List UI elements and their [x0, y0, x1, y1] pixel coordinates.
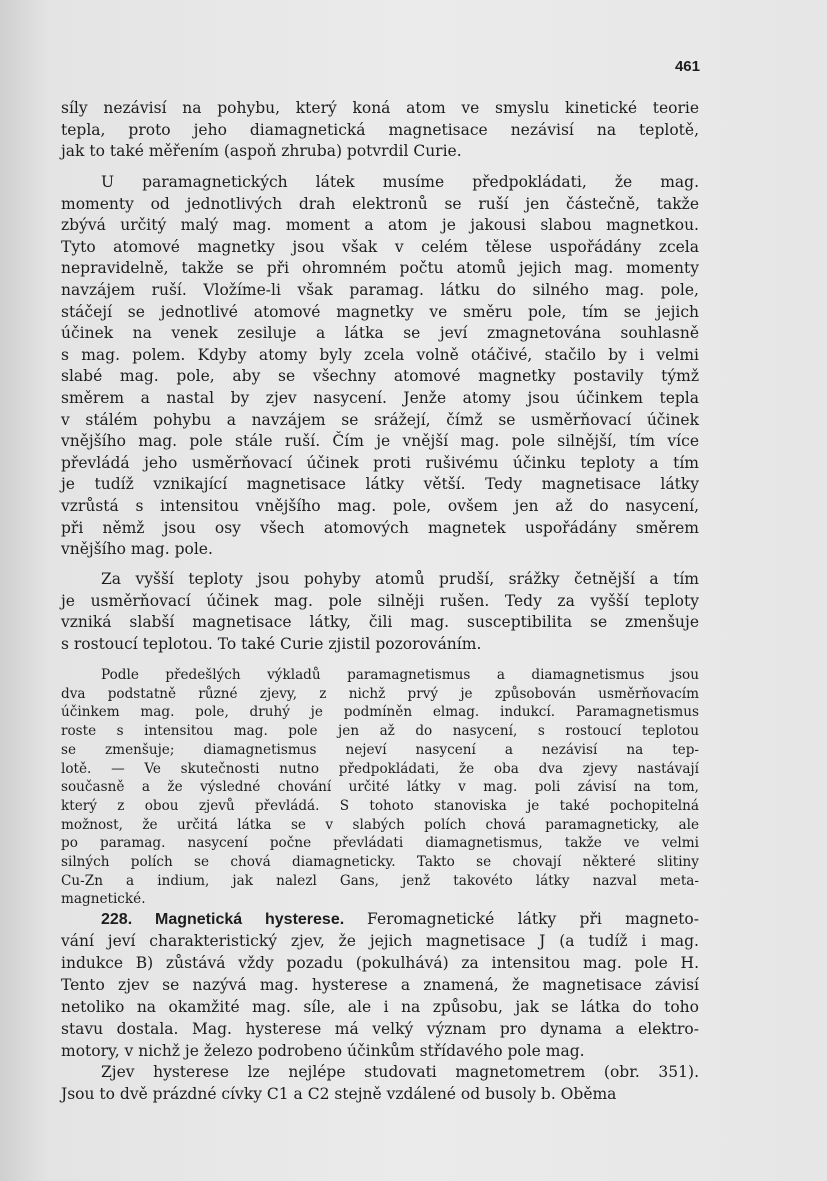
- section-first-line: Feromagnetické látky při magneto-: [367, 910, 699, 928]
- note-line: roste s intensitou mag. pole jen až do nasycení, s rostoucí teplotou: [61, 723, 699, 740]
- section-line: netoliko na okamžité mag. síle, ale i na způsobu, jak se látka do toho: [61, 997, 699, 1016]
- paragraph-line: směrem a nastal by zjev nasycení. Jenže atomy jsou účinkem tepla: [61, 389, 699, 407]
- page-number: 461: [674, 58, 700, 75]
- paragraph-line: je tudíž vznikající magnetisace látky větší. Tedy magnetisace látky: [61, 475, 699, 494]
- paragraph-line: zbývá určitý malý mag. moment a atom je jakousi slabou magnetkou.: [61, 216, 699, 235]
- note-line: účinkem mag. pole, druhý je podmíněn elmag. indukcí. Paramagnetismus: [61, 704, 699, 721]
- section-heading-line: [101, 909, 699, 930]
- section-number: 228.: [101, 911, 155, 928]
- paragraph-line: vnějšího mag. pole.: [61, 540, 213, 559]
- section-line: motory, v nichž je železo podrobeno účinkům střídavého pole mag.: [61, 1041, 585, 1060]
- paragraph-line: při němž jsou osy všech atomových magnetek uspořádány směrem: [61, 518, 699, 537]
- paragraph-line: Za vyšší teploty jsou pohyby atomů prudší, srážky četnější a tím: [101, 570, 699, 588]
- note-line: dva podstatně různé zjevy, z nichž prvý je způsobován usměrňovacím: [61, 685, 699, 702]
- paragraph-line: s mag. polem. Kdyby atomy byly zcela volně otáčivé, stačilo by i velmi: [61, 345, 699, 364]
- paragraph-line: Tyto atomové magnetky jsou však v celém tělese uspořádány zcela: [61, 237, 699, 256]
- paragraph-line: účinek na venek zesiluje a látka se jeví zmagnetována souhlasně: [61, 324, 699, 343]
- paragraph-line: převládá jeho usměrňovací účinek proti rušivému účinku teploty a tím: [61, 453, 699, 472]
- paragraph-line: vzniká slabší magnetisace látky, čili mag. susceptibilita se zmenšuje: [61, 613, 699, 632]
- note-line: po paramag. nasycení počne převládati diamagnetismus, takže ve velmi: [61, 835, 699, 852]
- paragraph-line: slabé mag. pole, aby se všechny atomové magnetky postavily týmž: [61, 367, 699, 386]
- note-line: Podle předešlých výkladů paramagnetismus a diamagnetismus jsou: [101, 667, 699, 683]
- note-line: který z obou zjevů převládá. S tohoto stanoviska je také pochopitelná: [61, 797, 699, 814]
- paragraph-line: navzájem ruší. Vložíme-li však paramag. látku do silného mag. pole,: [61, 281, 699, 299]
- section-line: Jsou to dvě prázdné cívky C1 a C2 stejně vzdálené od busoly b. Oběma: [61, 1085, 617, 1104]
- paragraph-line: s rostoucí teplotou. To také Curie zjistil pozorováním.: [61, 634, 482, 653]
- paragraph-line: vzrůstá s intensitou vnějšího mag. pole, ovšem jen až do nasycení,: [61, 497, 699, 515]
- section-line: Zjev hysterese lze nejlépe studovati magnetometrem (obr. 351).: [101, 1063, 699, 1082]
- paragraph-line: momenty od jednotlivých drah elektronů se ruší jen částečně, takže: [61, 194, 699, 213]
- paragraph-line: stáčejí se jednotlivé atomové magnetky ve směru pole, tím se jejich: [61, 302, 699, 321]
- paragraph-line: tepla, proto jeho diamagnetická magnetisace nezávisí na teplotě,: [61, 120, 699, 139]
- paragraph-line: vnějšího mag. pole stále ruší. Čím je vnější mag. pole silnější, tím více: [61, 432, 699, 451]
- note-line: magnetické.: [61, 891, 146, 908]
- note-line: silných polích se chová diamagneticky. Takto se chovají některé slitiny: [61, 854, 699, 870]
- paragraph-line: síly nezávisí na pohybu, který koná atom ve smyslu kinetické teorie: [61, 99, 699, 117]
- paragraph-line: je usměrňovací účinek mag. pole silněji rušen. Tedy za vyšší teploty: [61, 591, 699, 610]
- section-line: indukce B) zůstává vždy pozadu (pokulhává) za intensitou mag. pole H.: [61, 953, 699, 972]
- section-line: Tento zjev se nazývá mag. hysterese a znamená, že magnetisace závisí: [61, 975, 699, 994]
- note-line: možnost, že určitá látka se v slabých polích chová paramagneticky, ale: [61, 816, 699, 833]
- paragraph-line: U paramagnetických látek musíme předpokládati, že mag.: [101, 173, 699, 191]
- note-line: současně a že výsledné chování určité látky v mag. poli závisí na tom,: [61, 779, 699, 796]
- section-line: vání jeví charakteristický zjev, že jejich magnetisace J (a tudíž i mag.: [61, 932, 699, 950]
- note-line: Cu-Zn a indium, jak nalezl Gans, jenž takovéto látky nazval meta-: [61, 872, 699, 889]
- note-line: se zmenšuje; diamagnetismus nejeví nasycení a nezávisí na tep-: [61, 741, 699, 758]
- note-line: lotě. — Ve skutečnosti nutno předpokládati, že oba dva zjevy nastávají: [61, 760, 699, 777]
- paragraph-line: jak to také měřením (aspoň zhruba) potvrdil Curie.: [61, 142, 462, 161]
- paragraph-line: v stálém pohybu a navzájem se srážejí, čímž se usměrňovací účinek: [61, 410, 699, 429]
- section-line: stavu dostala. Mag. hysterese má velký význam pro dynama a elektro-: [61, 1019, 699, 1038]
- paragraph-line: nepravidelně, takže se při ohromném počtu atomů jejich mag. momenty: [61, 259, 699, 278]
- section-title: Magnetická hysterese.: [155, 911, 368, 928]
